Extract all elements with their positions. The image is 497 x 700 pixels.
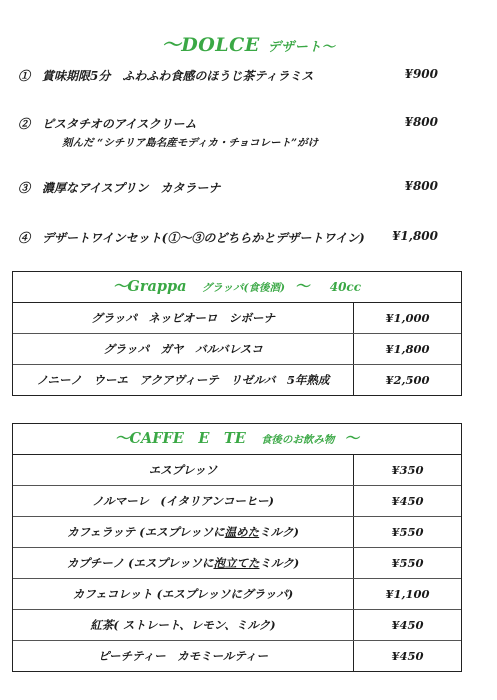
grappa-title-size: 40cc bbox=[329, 280, 362, 294]
item-name-underlined: 温めた bbox=[224, 525, 260, 539]
item-name: ノニーノ ウーエ アクアヴィーテ リゼルバ 5年熟成 bbox=[13, 365, 354, 395]
grappa-table bbox=[12, 271, 462, 396]
dolce-item-price: ¥800 bbox=[404, 179, 438, 193]
item-name: ピーチティー カモミールティー bbox=[13, 641, 354, 671]
item-price: ¥1,000 bbox=[385, 311, 430, 325]
table-row bbox=[13, 334, 461, 365]
dolce-item bbox=[18, 115, 438, 149]
caffe-table bbox=[12, 423, 462, 672]
table-row bbox=[13, 517, 461, 548]
dolce-item-name: ④ デザートワインセット(①～③のどちらかとデザートワイン) bbox=[18, 231, 365, 245]
item-name: ノルマーレ (イタリアンコーヒー) bbox=[13, 486, 354, 516]
dolce-item-price: ¥1,800 bbox=[392, 229, 438, 243]
item-name-underlined: 泡立てた bbox=[213, 556, 260, 570]
item-name-part: カフェラッテ (エスプレッソに bbox=[67, 525, 225, 539]
grappa-title: ～Grappa bbox=[112, 278, 187, 295]
item-name-part: ミルク) bbox=[259, 556, 300, 570]
grappa-title-sub: グラッパ(食後酒) bbox=[201, 282, 285, 294]
table-row bbox=[13, 548, 461, 579]
item-name: グラッパ ネッビオーロ シボーナ bbox=[13, 303, 354, 333]
dolce-item bbox=[18, 67, 438, 84]
caffe-title: ～CAFFE E TE bbox=[114, 430, 246, 447]
item-price: ¥350 bbox=[391, 463, 424, 477]
dolce-item-price: ¥800 bbox=[404, 115, 438, 129]
item-price: ¥1,100 bbox=[385, 587, 430, 601]
item-price: ¥450 bbox=[391, 618, 424, 632]
dolce-item-name: ② ピスタチオのアイスクリーム bbox=[18, 117, 197, 131]
item-name-part: ミルク) bbox=[259, 525, 299, 539]
caffe-title-sub: 食後のお飲み物 bbox=[260, 434, 335, 446]
caffe-header bbox=[13, 424, 461, 455]
item-price: ¥2,500 bbox=[385, 373, 430, 387]
item-name: グラッパ ガヤ バルバレスコ bbox=[13, 334, 354, 364]
table-row bbox=[13, 610, 461, 641]
item-price: ¥1,800 bbox=[385, 342, 430, 356]
item-price: ¥450 bbox=[391, 649, 424, 663]
table-row bbox=[13, 365, 461, 395]
dolce-item-name: ① 賞味期限5分 ふわふわ食感のほうじ茶ティラミス bbox=[18, 69, 314, 83]
item-name: エスプレッソ bbox=[13, 455, 354, 485]
table-row bbox=[13, 579, 461, 610]
item-name-part: カプチーノ (エスプレッソに bbox=[66, 556, 214, 570]
dolce-title bbox=[0, 30, 497, 57]
grappa-title-end: ～ bbox=[295, 278, 310, 295]
table-row bbox=[13, 303, 461, 334]
item-name: 紅茶( ストレート、レモン、ミルク) bbox=[13, 610, 354, 640]
dolce-title-main: ～DOLCE bbox=[161, 34, 260, 56]
dolce-item bbox=[18, 179, 438, 196]
grappa-header bbox=[13, 272, 461, 303]
dolce-title-sub: デザート～ bbox=[267, 40, 336, 55]
dolce-item-name: ③ 濃厚なアイスプリン カタラーナ bbox=[18, 181, 221, 195]
table-row bbox=[13, 486, 461, 517]
item-name bbox=[13, 548, 354, 578]
item-name: カフェコレット (エスプレッソにグラッパ) bbox=[13, 579, 354, 609]
item-name bbox=[13, 517, 354, 547]
dolce-item bbox=[18, 229, 438, 246]
table-row bbox=[13, 455, 461, 486]
dolce-item-note: 刻んだ “シチリア島名産モディカ・チョコレート”がけ bbox=[62, 137, 319, 149]
item-price: ¥550 bbox=[391, 525, 424, 539]
table-row bbox=[13, 641, 461, 671]
item-price: ¥550 bbox=[391, 556, 424, 570]
caffe-title-end: ～ bbox=[344, 430, 360, 447]
item-price: ¥450 bbox=[391, 494, 424, 508]
dolce-item-price: ¥900 bbox=[404, 67, 438, 81]
